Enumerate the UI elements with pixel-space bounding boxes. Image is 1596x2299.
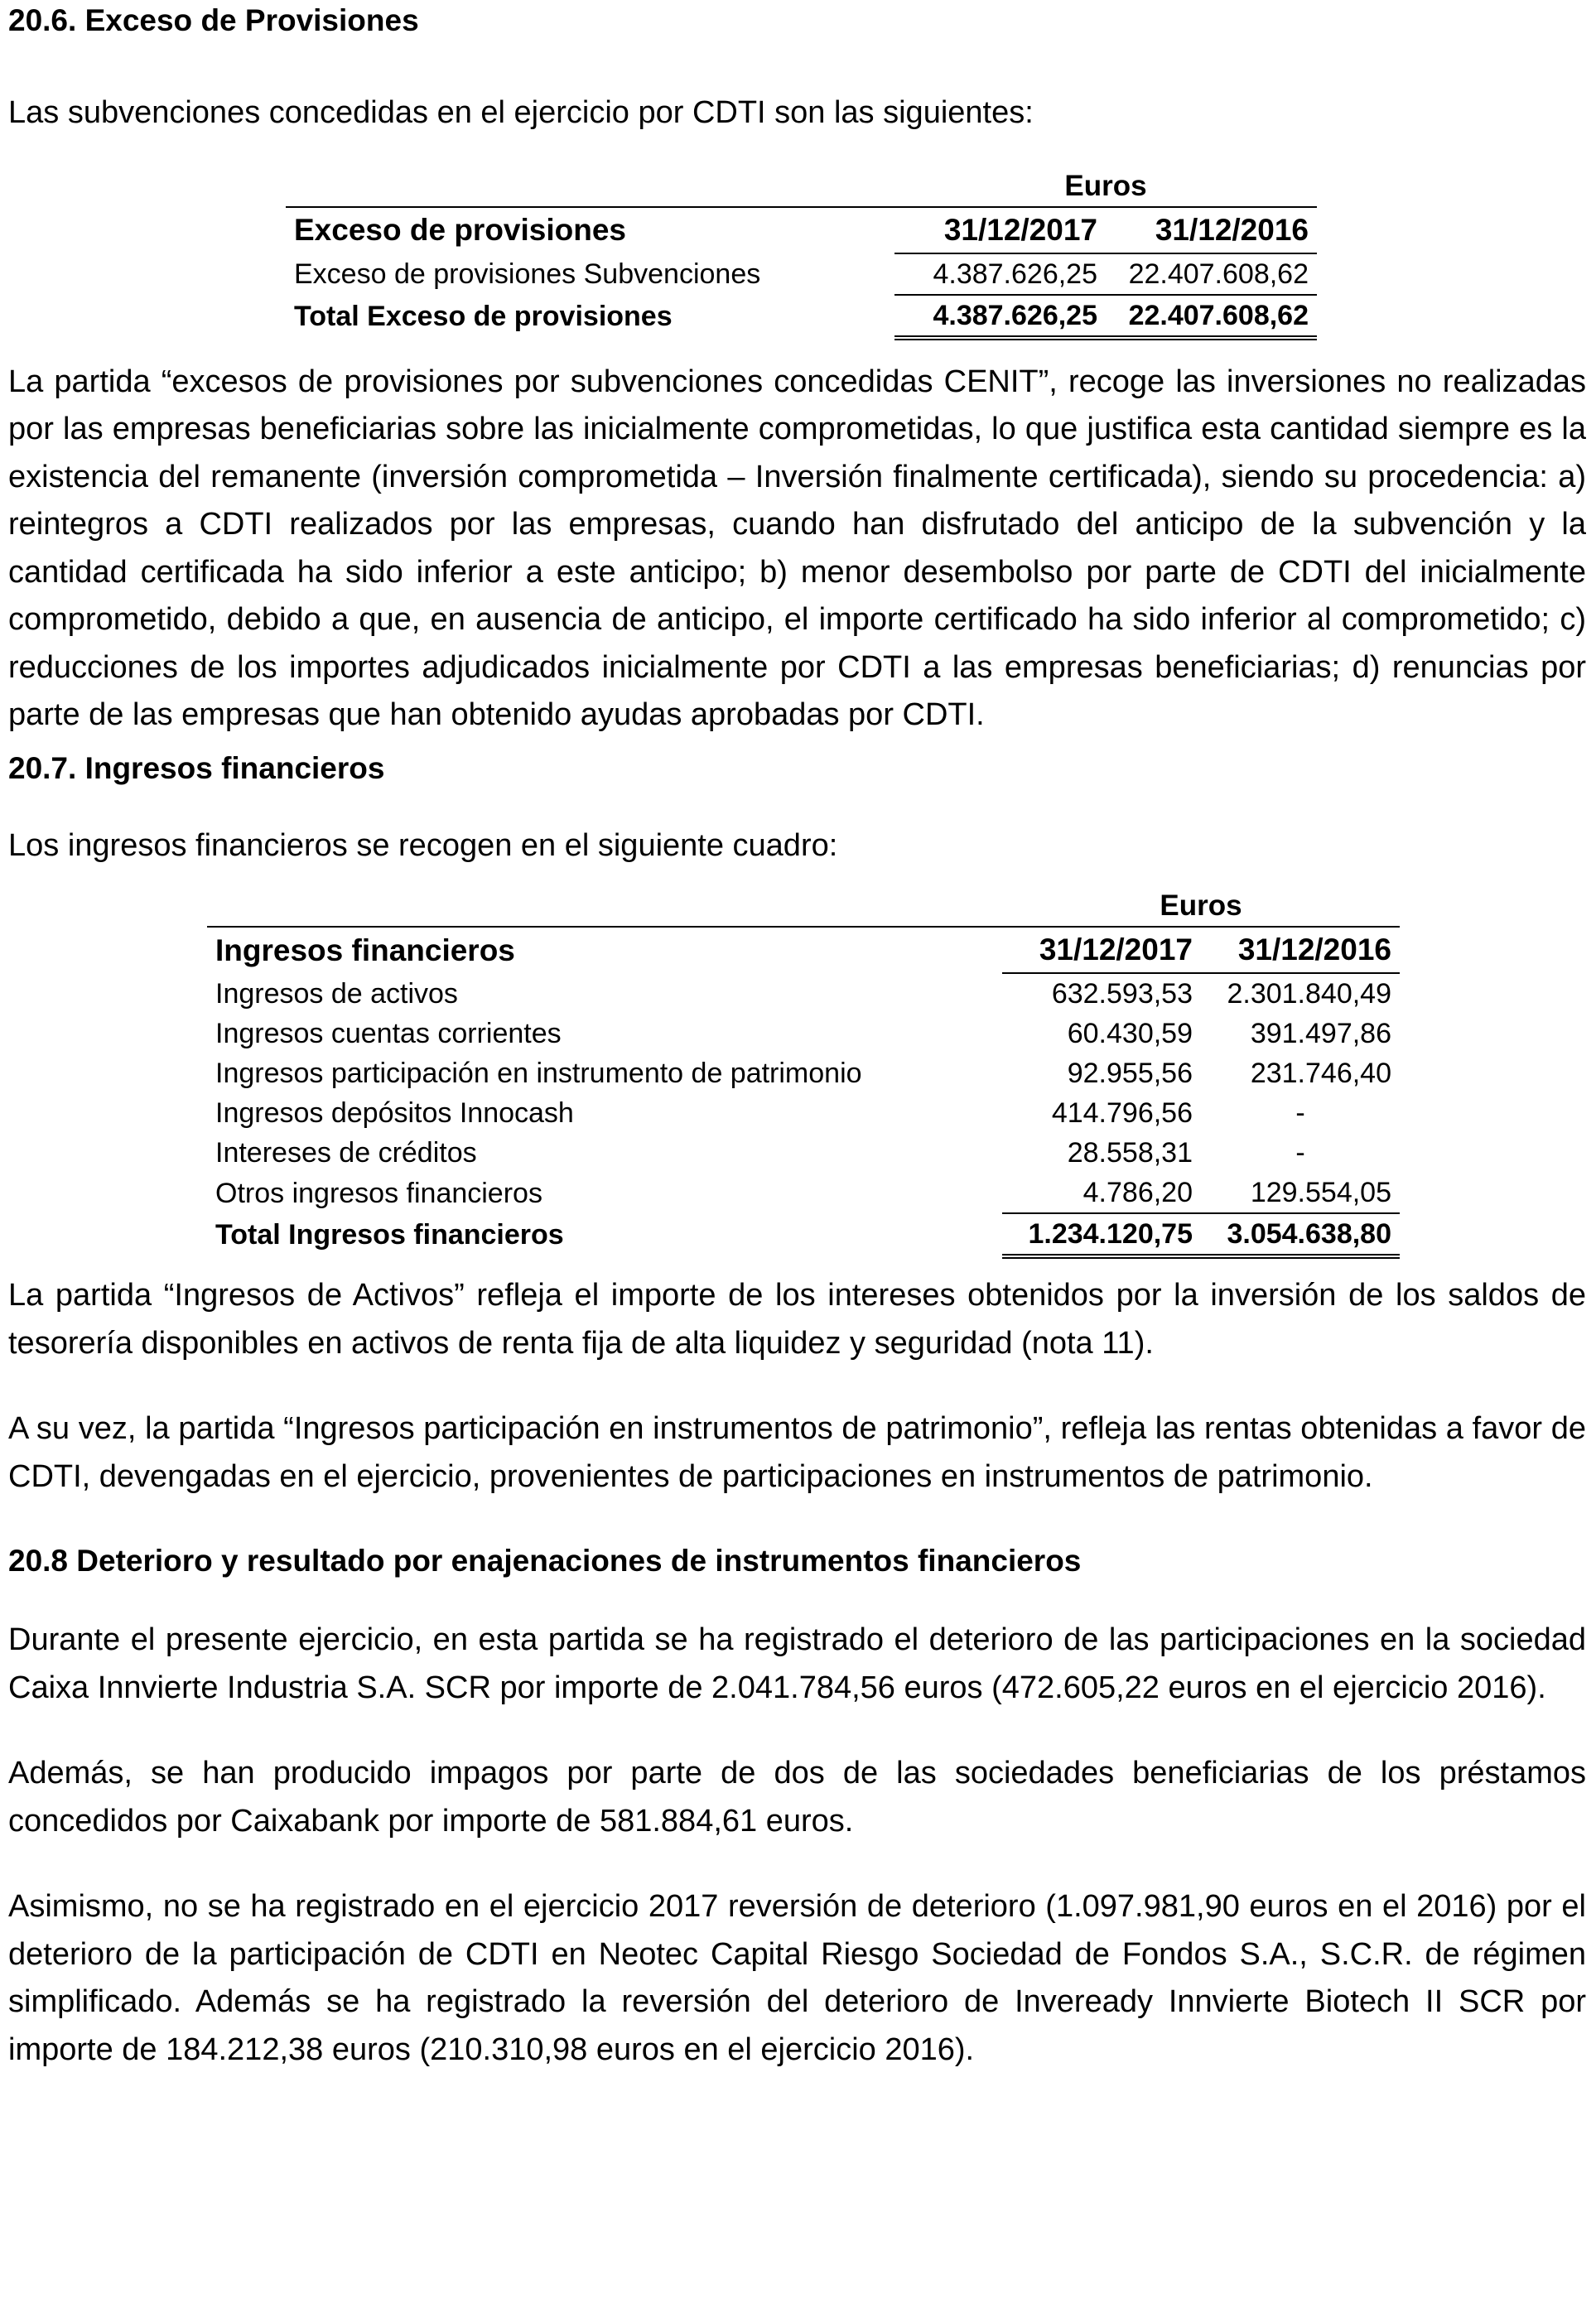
section-20-8-paragraph-1: Durante el presente ejercicio, en esta partida se ha registrado el deterioro de las participaciones en la sociedad Caixa Innvierte Industria S.A. SCR por importe de 2.041.784,56 euros (472.605,22 euros en el ejercicio 2016). bbox=[8, 1622, 1586, 1705]
table-cell: 632.593,53 bbox=[1051, 978, 1193, 1010]
section-20-8-paragraph-3: Asimismo, no se ha registrado en el ejercicio 2017 reversión de deterioro (1.097.981,90 euros en el 2016) por el deterioro de la participación de CDTI en Neotec Capital Riesgo Sociedad de Fondos S.A., S.C.R. de régimen simplificado. Además se ha registrado la reversión del deterioro de Inveready Innvierte Biotech II SCR por importe de 184.212,38 euros (210.310,98 euros en el ejercicio 2016). bbox=[8, 1889, 1586, 2067]
table-cell: 4.387.626,25 bbox=[933, 258, 1097, 290]
table-row bbox=[207, 1093, 1400, 1133]
table-cell: 4.786,20 bbox=[1082, 1177, 1193, 1208]
table-header: 31/12/2017 bbox=[894, 207, 1106, 253]
table-cell: 129.554,05 bbox=[1250, 1177, 1391, 1208]
table-cell: Ingresos cuentas corrientes bbox=[215, 1018, 562, 1049]
table-cell: 22.407.608,62 bbox=[1128, 258, 1309, 290]
table-total-row bbox=[207, 1213, 1400, 1256]
table-unit-label: Euros bbox=[1160, 889, 1242, 922]
table-cell: Total Ingresos financieros bbox=[215, 1219, 564, 1251]
section-20-7-paragraph-2: A su vez, la partida “Ingresos participación en instrumentos de patrimonio”, refleja las rentas obtenidas a favor de CDTI, devengadas en el ejercicio, provenientes de participaciones en instrumentos de patrimonio. bbox=[8, 1411, 1586, 1494]
table-cell: Exceso de provisiones Subvenciones bbox=[294, 258, 761, 290]
table-row bbox=[207, 1173, 1400, 1213]
table-cell: Ingresos depósitos Innocash bbox=[215, 1097, 574, 1129]
exceso-provisiones-table bbox=[286, 166, 1317, 340]
table-header: 31/12/2016 bbox=[1201, 927, 1400, 973]
table-total-row bbox=[286, 295, 1317, 338]
table-cell: 1.234.120,75 bbox=[1002, 1213, 1201, 1256]
table-cell: 92.955,56 bbox=[1067, 1058, 1193, 1089]
section-20-6-heading: 20.6. Exceso de Provisiones bbox=[8, 3, 419, 37]
table-cell: 4.387.626,25 bbox=[894, 295, 1106, 338]
table-cell: 2.301.840,49 bbox=[1227, 978, 1391, 1010]
table-cell: 391.497,86 bbox=[1250, 1018, 1391, 1049]
table-cell: 28.558,31 bbox=[1067, 1137, 1193, 1169]
section-20-6-paragraph: La partida “excesos de provisiones por subvenciones concedidas CENIT”, recoge las inversiones no realizadas por las empresas beneficiarias sobre las inicialmente comprometidas, lo que justifica esta cantidad siempre es la existencia del remanente (inversión comprometida – Inversión finalmente certificada), siendo su procedencia: a) reintegros a CDTI realizados por las empresas, cuando han disfrutado del anticipo de la subvención y la cantidad certificada ha sido inferior a este anticipo; b) menor desembolso por parte de CDTI del inicialmente comprometido, debido a que, en ausencia de anticipo, el importe certificado ha sido inferior al comprometido; c) reducciones de los importes adjudicados inicialmente por CDTI a las empresas beneficiarias; d) renuncias por parte de las empresas que han obtenido ayudas aprobadas por CDTI. bbox=[8, 364, 1586, 732]
section-20-7-intro: Los ingresos financieros se recogen en el siguiente cuadro: bbox=[8, 827, 838, 863]
table-row bbox=[207, 1133, 1400, 1173]
table-cell: 22.407.608,62 bbox=[1106, 295, 1317, 338]
table-row bbox=[207, 1053, 1400, 1093]
table-row bbox=[286, 253, 1317, 295]
table-header: Ingresos financieros bbox=[207, 927, 1002, 973]
table-header: Exceso de provisiones bbox=[286, 207, 894, 253]
section-20-8-paragraph-2: Además, se han producido impagos por parte de dos de las sociedades beneficiarias de los préstamos concedidos por Caixabank por importe de 581.884,61 euros. bbox=[8, 1756, 1586, 1839]
table-cell: Ingresos de activos bbox=[215, 977, 458, 1010]
section-20-6-intro: Las subvenciones concedidas en el ejercicio por CDTI son las siguientes: bbox=[8, 95, 1034, 130]
table-header: 31/12/2017 bbox=[1002, 927, 1201, 973]
ingresos-financieros-table bbox=[207, 886, 1400, 1259]
table-cell: 231.746,40 bbox=[1250, 1058, 1391, 1089]
table-cell: - bbox=[1295, 1137, 1305, 1169]
table-cell: Ingresos participación en instrumento de patrimonio bbox=[215, 1058, 862, 1089]
table-row bbox=[207, 1014, 1400, 1053]
table-cell: 3.054.638,80 bbox=[1201, 1213, 1400, 1256]
section-20-7-heading: 20.7. Ingresos financieros bbox=[8, 750, 385, 785]
table-cell: Otros ingresos financieros bbox=[215, 1177, 542, 1209]
table-cell: - bbox=[1295, 1097, 1305, 1129]
section-20-8-heading: 20.8 Deterioro y resultado por enajenaciones de instrumentos financieros bbox=[8, 1544, 1082, 1578]
table-row bbox=[207, 973, 1400, 1014]
table-cell: 60.430,59 bbox=[1067, 1018, 1193, 1049]
table-header: 31/12/2016 bbox=[1106, 207, 1317, 253]
table-unit-label: Euros bbox=[1064, 169, 1147, 202]
document-page bbox=[8, 0, 1586, 2074]
section-20-7-paragraph-1: La partida “Ingresos de Activos” refleja el importe de los intereses obtenidos por la inversión de los saldos de tesorería disponibles en activos de renta fija de alta liquidez y seguridad (nota 11). bbox=[8, 1278, 1586, 1361]
table-cell: Total Exceso de provisiones bbox=[294, 300, 673, 332]
table-cell: 414.796,56 bbox=[1051, 1097, 1193, 1129]
table-cell: Intereses de créditos bbox=[215, 1137, 477, 1169]
